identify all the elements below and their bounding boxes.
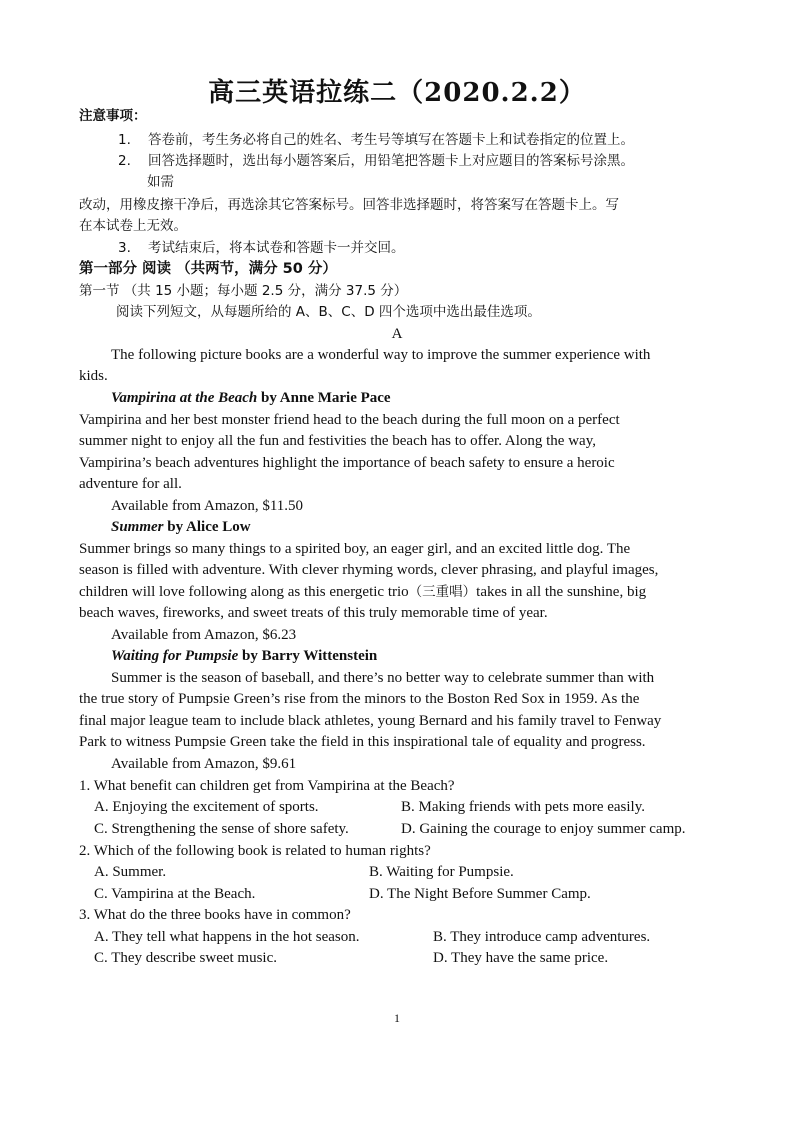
- book-2-heading: [111, 517, 751, 539]
- book-2-author: by Alice Low: [163, 519, 251, 535]
- notice-item-2: 2. 回答选择题时，选出每小题答案后，用铅笔把答题卡上对应题目的答案标号涂黑。: [118, 153, 635, 169]
- question-3-option-c[interactable]: C. They describe sweet music.: [94, 950, 278, 966]
- page-title: 高三英语拉练二（2020.2.2）: [208, 78, 586, 108]
- book-2-desc-3a: children will love following along as this energetic trio: [79, 584, 409, 600]
- question-3-option-b[interactable]: B. They introduce camp adventures.: [433, 929, 651, 945]
- book-2-desc-4: beach waves, fireworks, and sweet treats of this truly memorable time of year.: [79, 605, 548, 621]
- book-3-title: Waiting for Pumpsie: [111, 648, 239, 664]
- book-1-heading: [111, 388, 751, 410]
- page-number: 1: [394, 1011, 400, 1025]
- book-3-author: by Barry Wittenstein: [238, 648, 378, 664]
- book-1-author: by Anne Marie Pace: [257, 390, 391, 406]
- question-1-option-d[interactable]: D. Gaining the courage to enjoy summer camp.: [401, 821, 686, 837]
- book-1-desc-4: adventure for all.: [79, 476, 182, 492]
- book-2-desc-2: season is filled with adventure. With clever rhyming words, clever phrasing, and playful images,: [79, 562, 659, 578]
- book-2-desc-1: Summer brings so many things to a spirited boy, an eager girl, and an excited little dog. The: [79, 541, 631, 557]
- question-3-option-a[interactable]: A. They tell what happens in the hot season.: [94, 929, 360, 945]
- question-3-stem: 3. What do the three books have in common?: [79, 907, 351, 923]
- book-2-availability: Available from Amazon, $6.23: [111, 627, 297, 643]
- notice-item-2-cont: 如需: [147, 174, 174, 190]
- book-2-desc-3c: takes in all the sunshine, big: [476, 584, 647, 600]
- question-1-option-a[interactable]: A. Enjoying the excitement of sports.: [94, 799, 319, 815]
- question-2-option-d[interactable]: D. The Night Before Summer Camp.: [369, 886, 591, 902]
- question-1-stem: 1. What benefit can children get from Vampirina at the Beach?: [79, 778, 455, 794]
- part-heading: 第一部分 阅读 （共两节，满分 50 分）: [79, 261, 337, 277]
- book-1-desc-1: Vampirina and her best monster friend head to the beach during the full moon on a perfect: [79, 412, 620, 428]
- question-2-option-b[interactable]: B. Waiting for Pumpsie.: [369, 864, 514, 880]
- section-heading: 第一节 （共 15 小题；每小题 2.5 分，满分 37.5 分）: [79, 283, 408, 299]
- question-1-option-c[interactable]: C. Strengthening the sense of shore safety.: [94, 821, 349, 837]
- book-3-desc-1: Summer is the season of baseball, and there’s no better way to celebrate summer than with: [111, 670, 655, 686]
- question-3-option-d[interactable]: D. They have the same price.: [433, 950, 609, 966]
- passage-intro-cont: kids.: [79, 368, 108, 384]
- notice-item-1: 1. 答卷前，考生务必将自己的姓名、考生号等填写在答题卡上和试卷指定的位置上。: [118, 132, 635, 148]
- book-3-desc-4: Park to witness Pumpsie Green take the field in this inspirational tale of equality and progress.: [79, 734, 646, 750]
- section-instructions: 阅读下列短文，从每题所给的 A、B、C、D 四个选项中选出最佳选项。: [116, 304, 541, 320]
- question-2-option-a[interactable]: A. Summer.: [94, 864, 167, 880]
- book-2-gloss: （三重唱）: [408, 584, 477, 600]
- notice-item-2-cont2: 改动，用橡皮擦干净后，再选涂其它答案标号。回答非选择题时，将答案写在答题卡上。写: [79, 197, 619, 213]
- book-3-desc-3: final major league team to include black athletes, young Bernard and his family travel to Fenway: [79, 713, 662, 729]
- book-2-desc-3: [79, 582, 719, 604]
- notice-item-3: 3. 考试结束后，将本试卷和答题卡一并交回。: [118, 240, 405, 256]
- book-1-title: Vampirina at the Beach: [111, 390, 258, 406]
- book-1-availability: Available from Amazon, $11.50: [111, 498, 304, 514]
- book-3-desc-2: the true story of Pumpsie Green’s rise from the minors to the Boston Red Sox in 1959. As the: [79, 691, 640, 707]
- book-1-desc-2: summer night to enjoy all the fun and festivities the beach has to offer. Along the way,: [79, 433, 596, 449]
- book-2-title: Summer: [111, 519, 164, 535]
- question-1-option-b[interactable]: B. Making friends with pets more easily.: [401, 799, 645, 815]
- question-2-option-c[interactable]: C. Vampirina at the Beach.: [94, 886, 256, 902]
- question-2-stem: 2. Which of the following book is related to human rights?: [79, 843, 431, 859]
- book-3-heading: [111, 646, 751, 668]
- book-3-availability: Available from Amazon, $9.61: [111, 756, 297, 772]
- book-1-desc-3: Vampirina’s beach adventures highlight the importance of beach safety to ensure a heroic: [79, 455, 615, 471]
- passage-letter: A: [391, 326, 403, 342]
- notice-heading: 注意事项：: [79, 108, 147, 124]
- notice-item-2-cont3: 在本试卷上无效。: [79, 218, 187, 234]
- passage-intro: The following picture books are a wonderful way to improve the summer experience with: [111, 347, 651, 363]
